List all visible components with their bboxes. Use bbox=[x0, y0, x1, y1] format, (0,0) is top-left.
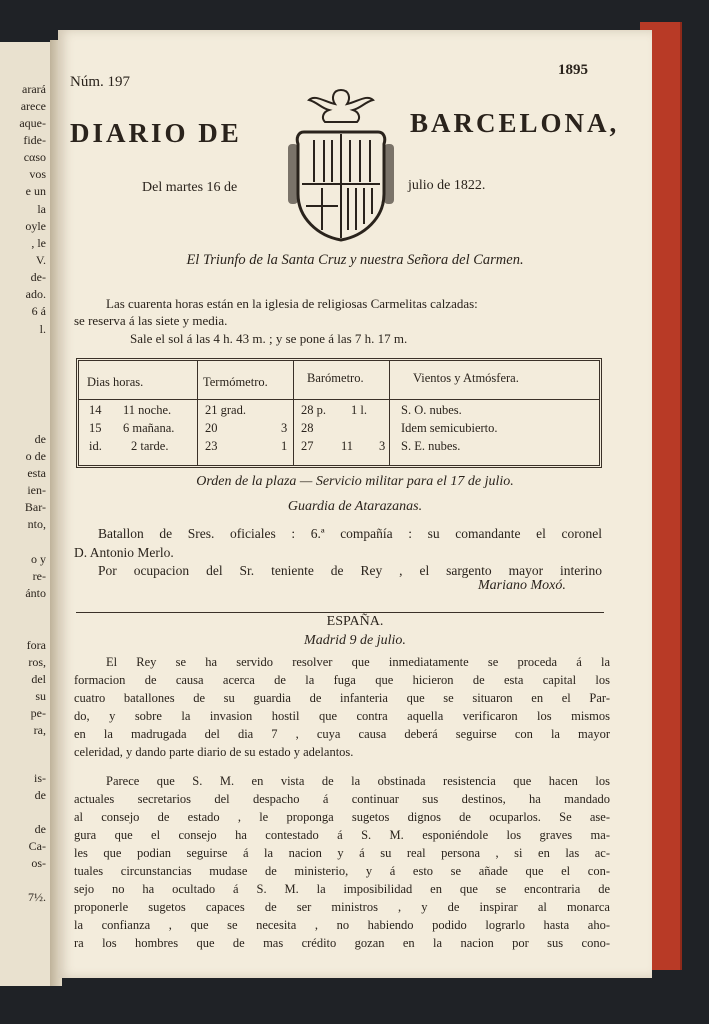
header-barometer: Barómetro. bbox=[307, 371, 364, 385]
paragraph-line: cuatro batallones de su guardia de infanteria que se situaron en el Par- bbox=[74, 691, 610, 705]
header-days: Dias horas. bbox=[87, 375, 144, 389]
facing-page bbox=[0, 42, 52, 986]
paragraph-line: formacion de causa acerca de la fuga que hicieron de esta capital los bbox=[74, 673, 610, 687]
masthead-title-left: DIARIO DE bbox=[70, 118, 242, 148]
paragraph-line: ra los hombres que de mas crédito gozan en la nacion por sus cono- bbox=[74, 936, 610, 950]
sun-times: Sale el sol á las 4 h. 43 m. ; y se pone á las 7 h. 17 m. bbox=[130, 331, 408, 346]
table-cell: 28 p. bbox=[301, 403, 326, 417]
table-cell: 11 noche. bbox=[123, 403, 172, 417]
table-cell: 1 bbox=[281, 439, 288, 453]
facing-page-fragment: la bbox=[37, 202, 46, 216]
facing-page-fragment: 7½. bbox=[28, 890, 46, 904]
paragraph-line: en la madrugada del dia 7 , cuya causa deberá seguirse con la mayor bbox=[74, 727, 610, 741]
facing-page-fragment: ros, bbox=[28, 655, 46, 669]
facing-page-fragment: del bbox=[31, 672, 46, 686]
paragraph-line: sejo no ha ocultado á S. M. la imposibilidad en que se encontraria de bbox=[74, 882, 610, 896]
paragraph-line: celeridad, y dando parte diario de su estado y adelantos. bbox=[74, 745, 354, 759]
paragraph-line: actuales secretarios del despacho á continuar sus destinos, ha mandado bbox=[74, 792, 610, 806]
facing-page-fragment: su bbox=[35, 689, 46, 703]
facing-page-fragment: pe- bbox=[30, 706, 46, 720]
facing-page-fragment: o y bbox=[31, 552, 46, 566]
facing-page-fragment: os- bbox=[31, 856, 46, 870]
table-cell: S. O. nubes. bbox=[401, 403, 462, 417]
dateline: Madrid 9 de julio. bbox=[304, 633, 406, 648]
facing-page-fragment: 6 á bbox=[31, 304, 46, 318]
table-cell: Idem semicubierto. bbox=[401, 421, 498, 435]
forty-hours-line-2: se reserva á las siete y media. bbox=[74, 313, 228, 328]
paragraph-line: proponerle sugetos capaces de ser ministros , y de inspirar al monarca bbox=[74, 900, 610, 914]
facing-page-fragment: cαso bbox=[23, 150, 46, 164]
header-thermometer: Termómetro. bbox=[203, 375, 268, 389]
facing-page-fragment: ra, bbox=[33, 723, 46, 737]
table-cell: 6 mañana. bbox=[123, 421, 175, 435]
facing-page-fragment: oyle bbox=[25, 219, 46, 233]
table-cell: id. bbox=[89, 439, 102, 453]
orden-title: Orden de la plaza — Servicio militar para el 17 de julio. bbox=[196, 474, 514, 489]
section-heading: ESPAÑA. bbox=[326, 614, 384, 629]
paragraph-line: gura que el consejo ha contestado á S. M. esponiéndole los graves ma- bbox=[74, 828, 610, 842]
issue-number: Núm. 197 bbox=[70, 74, 130, 90]
newspaper-page bbox=[58, 30, 652, 978]
feast-line: El Triunfo de la Santa Cruz y nuestra Señora del Carmen. bbox=[186, 252, 524, 268]
table-cell: 20 bbox=[205, 421, 218, 435]
eagle-head-icon bbox=[309, 90, 373, 122]
orden-line: Por ocupacion del Sr. teniente de Rey , el sargento mayor interino bbox=[98, 563, 602, 578]
table-cell: 28 bbox=[301, 421, 314, 435]
paragraph-line: Parece que S. M. en vista de la obstinada resistencia que hacen los bbox=[106, 774, 610, 788]
table-cell: 15 bbox=[89, 421, 102, 435]
paragraph-line: al consejo de estado , le proponga sugetos dignos de ocuparlos. Se ase- bbox=[74, 810, 610, 824]
table-cell: 11 bbox=[341, 439, 354, 453]
facing-page-fragment: l. bbox=[39, 322, 46, 336]
facing-page-fragment: arará bbox=[22, 82, 46, 96]
facing-page-fragment: fide- bbox=[23, 133, 46, 147]
facing-page-fragment: ien- bbox=[27, 483, 46, 497]
facing-page-fragment: is- bbox=[34, 771, 46, 785]
section-divider bbox=[76, 612, 604, 613]
table-cell: S. E. nubes. bbox=[401, 439, 461, 453]
orden-subtitle: Guardia de Atarazanas. bbox=[287, 499, 423, 514]
facing-page-fragment: o de bbox=[25, 449, 46, 463]
paragraph-line: les que podian seguirse á la nacion y á su real persona , si en las ac- bbox=[74, 846, 610, 860]
facing-page-fragment: de bbox=[34, 432, 46, 446]
facing-page-fragment: ado. bbox=[25, 287, 46, 301]
facing-page-fragment: re- bbox=[32, 569, 46, 583]
coat-of-arms bbox=[282, 84, 400, 246]
facing-page-fragment: de- bbox=[30, 270, 46, 284]
paragraph-line: do, y sobre la invasion hostil que contra aquella verificaron los mismos bbox=[74, 709, 610, 723]
paragraph-line: El Rey se ha servido resolver que inmediatamente se proceda á la bbox=[106, 655, 610, 669]
page-number: 1895 bbox=[558, 62, 588, 78]
header-winds: Vientos y Atmósfera. bbox=[413, 371, 519, 385]
facing-page-fragment: vos bbox=[29, 167, 46, 181]
facing-page-fragment: fora bbox=[26, 638, 46, 652]
paragraph-line: tuales circunstancias mudase de ministerio, y á esto se añade que el con- bbox=[74, 864, 610, 878]
facing-page-fragment: de bbox=[34, 822, 46, 836]
forty-hours-line-1: Las cuarenta horas están en la iglesia de religiosas Carmelitas calzadas: bbox=[106, 296, 478, 311]
facing-page-fragment: nto, bbox=[27, 517, 46, 531]
facing-page-fragment: Bar- bbox=[24, 500, 46, 514]
facing-page-fragment: arece bbox=[20, 99, 46, 113]
table-cell: 14 bbox=[89, 403, 102, 417]
table-cell: 27 bbox=[301, 439, 314, 453]
table-cell: 2 tarde. bbox=[131, 439, 169, 453]
paragraph-line: la confianza , que se necesita , no habiendo podido lograrlo hasta aho- bbox=[74, 918, 610, 932]
orden-line: Batallon de Sres. oficiales : 6.ª compañía : su comandante el coronel bbox=[98, 526, 602, 541]
date-left: Del martes 16 de bbox=[142, 180, 238, 195]
facing-page-fragment: , le bbox=[31, 236, 46, 250]
facing-page-fragment: e un bbox=[25, 184, 46, 198]
table-cell: 21 grad. bbox=[205, 403, 246, 417]
facing-page-fragment: aque- bbox=[19, 116, 46, 130]
facing-page-fragment: V. bbox=[35, 253, 46, 267]
date-right: julio de 1822. bbox=[408, 178, 486, 193]
table-cell: 23 bbox=[205, 439, 218, 453]
facing-page-fragment: Ca- bbox=[28, 839, 46, 853]
masthead-title-right: BARCELONA, bbox=[410, 108, 620, 138]
facing-page-fragment: ánto bbox=[25, 586, 46, 600]
orden-signature: Mariano Moxó. bbox=[478, 578, 566, 593]
facing-page-fragment: de bbox=[34, 788, 46, 802]
table-cell: 3 bbox=[379, 439, 386, 453]
table-cell: 3 bbox=[281, 421, 288, 435]
facing-page-fragment: esta bbox=[27, 466, 46, 480]
weather-table bbox=[76, 358, 602, 468]
table-cell: 1 l. bbox=[351, 403, 367, 417]
orden-line: D. Antonio Merlo. bbox=[74, 545, 174, 560]
